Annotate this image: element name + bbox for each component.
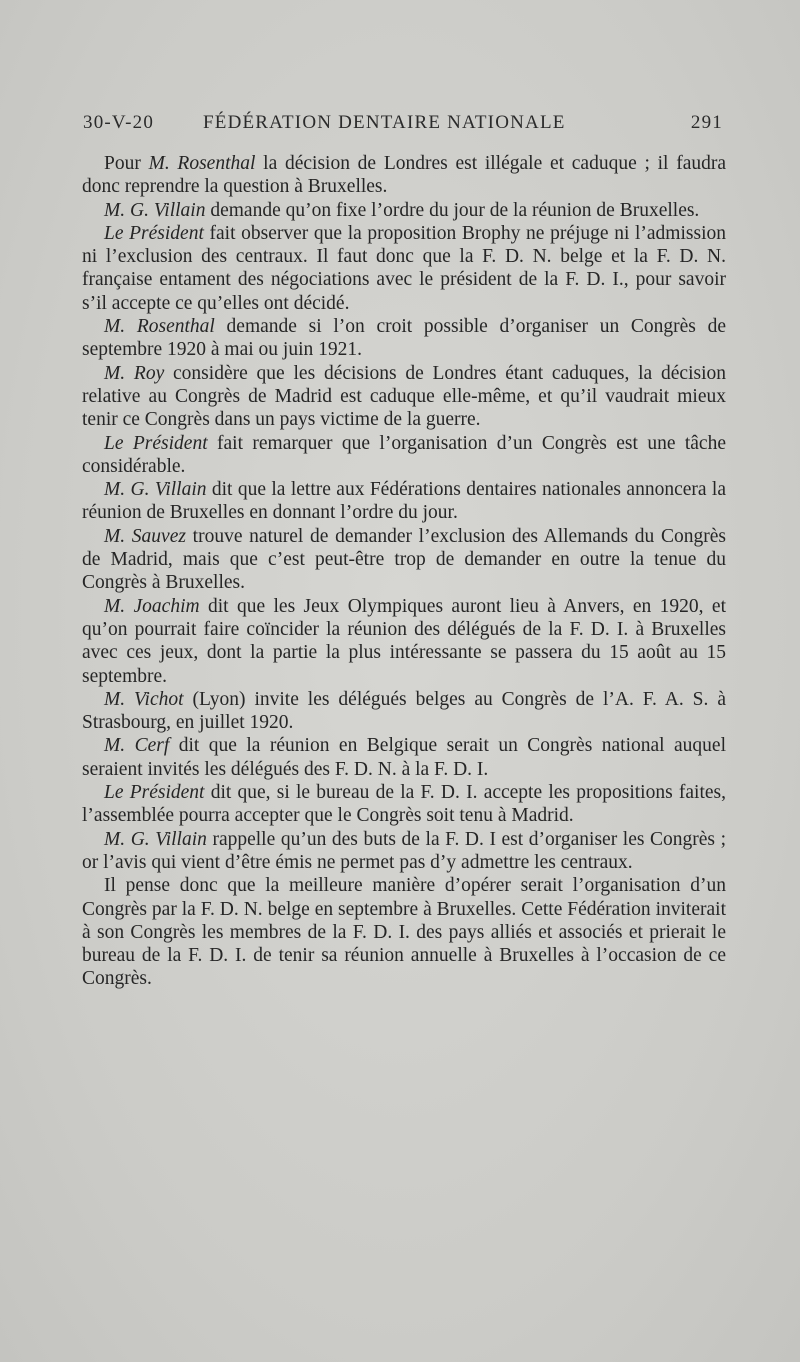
speaker-name: Le Président (104, 222, 204, 244)
paragraph (82, 734, 726, 781)
speaker-name: M. Sauvez (104, 525, 186, 547)
paragraph-text: dit que les Jeux Olympiques auront lieu à Anvers, en 1920, et qu’on pourrait faire coïncider la réunion des délégués de la F. D. I. à Bruxelles avec ces jeux, dont la partie la plus intéressante se passera du 15 août au 15 septembre. (82, 595, 726, 687)
paragraph (82, 688, 726, 735)
paragraph (82, 874, 726, 990)
paragraph-text: fait observer que la proposition Brophy ne préjuge ni l’admission ni l’exclusion des centraux. Il faut donc que la F. D. N. belge et la F. D. N. française entament des négociations avec le président de la F. D. I., pour savoir s’il accepte ce qu’elles ont décidé. (82, 222, 726, 314)
paragraph (82, 595, 726, 688)
paragraph-text: la décision de Londres est illégale et caduque ; il faudra donc reprendre la question à Bruxelles. (82, 153, 726, 198)
paragraph-text: Il pense donc que la meilleure manière d’opérer serait l’organisation d’un Congrès par la F. D. N. belge en septembre à Bruxelles. Cette Fédération inviterait à son Congrès les membres de la F. D. I. des pays alliés et associés et prierait le bureau de la F. D. I. de tenir sa réunion annuelle à Bruxelles à l’occasion de ce Congrès. (82, 875, 726, 990)
speaker-name: M. Vichot (104, 688, 184, 710)
header-date: 30-V-20 (83, 112, 155, 133)
paragraph (82, 315, 726, 362)
paragraph-text: trouve naturel de demander l’exclusion des Allemands du Congrès de Madrid, mais que c’est peut-être trop de demander en outre la tenue du Congrès à Bruxelles. (82, 525, 726, 594)
paragraph-text: dit que la réunion en Belgique serait un Congrès national auquel seraient invités les délégués des F. D. N. à la F. D. I. (82, 735, 726, 780)
paragraph (82, 362, 726, 432)
paragraph-text: demande qu’on fixe l’ordre du jour de la réunion de Bruxelles. (205, 199, 700, 221)
paragraph-prefix: Pour (104, 153, 149, 174)
speaker-name: M. G. Villain (104, 479, 207, 501)
speaker-name: M. Rosenthal (104, 316, 215, 338)
speaker-name: M. Joachim (104, 595, 200, 617)
paragraph (82, 781, 726, 828)
running-header (83, 112, 723, 142)
paragraph (82, 525, 726, 595)
speaker-name: M. G. Villain (104, 199, 206, 221)
speaker-name: M. Roy (104, 362, 165, 384)
paragraph (82, 199, 726, 222)
paragraph (82, 222, 726, 315)
paragraph-text: rappelle qu’un des buts de la F. D. I est d’organiser les Congrès ; or l’avis qui vient d’être émis ne permet pas d’y admettre les centraux. (82, 828, 726, 873)
speaker-name: M. Rosenthal (148, 153, 256, 174)
speaker-name: Le Président (104, 432, 208, 454)
speaker-name: M. G. Villain (104, 828, 207, 850)
speaker-name: M. Cerf (104, 735, 170, 757)
paragraph (82, 828, 726, 875)
page-number: 291 (690, 112, 723, 133)
paragraph (82, 152, 726, 199)
paragraph-text: (Lyon) invite les délégués belges au Congrès de l’A. F. A. S. à Strasbourg, en juillet 1920. (82, 688, 726, 734)
body-text (82, 152, 726, 991)
paragraph-text: fait remarquer que l’organisation d’un Congrès est une tâche considérable. (82, 432, 726, 477)
paragraph (82, 478, 726, 525)
paragraph-text: dit que la lettre aux Fédérations dentaires nationales annoncera la réunion de Bruxelles en donnant l’ordre du jour. (82, 479, 726, 524)
paragraph-text: dit que, si le bureau de la F. D. I. accepte les propositions faites, l’assemblée pourra accepter que le Congrès soit tenu à Madrid. (82, 782, 727, 827)
paragraph-text: demande si l’on croit possible d’organiser un Congrès de septembre 1920 à mai ou juin 1921. (82, 316, 727, 361)
paragraph (82, 432, 726, 479)
speaker-name: Le Président (104, 782, 205, 804)
paragraph-text: considère que les décisions de Londres étant caduques, la décision relative au Congrès de Madrid est caduque elle-même, et qu’il vaudrait mieux tenir ce Congrès dans un pays victime de la guerre. (82, 362, 726, 431)
header-title: FÉDÉRATION DENTAIRE NATIONALE (203, 112, 566, 133)
